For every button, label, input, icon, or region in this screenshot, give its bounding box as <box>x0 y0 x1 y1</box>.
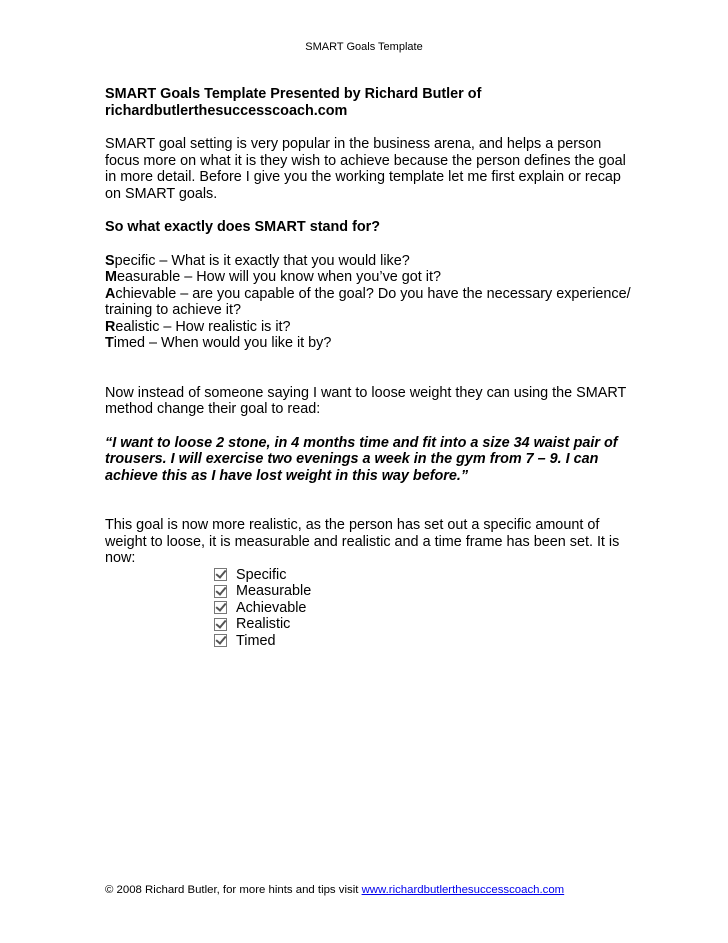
smart-initial: M <box>105 269 117 285</box>
smart-item-realistic <box>105 319 635 336</box>
smart-item-measurable <box>105 269 635 286</box>
checklist-label: Realistic <box>236 616 291 632</box>
document-body <box>105 86 635 649</box>
smart-definition: chievable – are you capable of the goal? Do you have the necessary experience/ training to achieve it? <box>105 285 631 318</box>
smart-item-timed <box>105 335 635 352</box>
smart-question-heading: So what exactly does SMART stand for? <box>105 219 381 235</box>
smart-initial: A <box>105 285 116 302</box>
footer-website-link[interactable]: www.richardbutlerthesuccesscoach.com <box>361 884 565 896</box>
document-title <box>105 86 635 119</box>
smart-definition: imed – When would you like it by? <box>113 335 332 351</box>
checklist-item <box>214 583 635 600</box>
checklist-item <box>214 600 635 617</box>
checklist-label: Achievable <box>236 599 307 616</box>
smart-definition: easurable – How will you know when you’ve got it? <box>117 269 441 285</box>
checked-box-icon <box>214 634 227 647</box>
smart-initial: T <box>105 335 114 351</box>
checked-box-icon <box>214 618 227 631</box>
checked-box-icon <box>214 601 227 614</box>
footer-text: © 2008 Richard Butler, for more hints and tips visit <box>105 884 362 896</box>
checklist-item <box>214 567 635 584</box>
page-footer <box>105 884 564 896</box>
title-line-2: richardbutlerthesuccesscoach.com <box>105 102 348 119</box>
smart-initial: S <box>105 252 115 269</box>
checklist-label: Timed <box>236 632 276 649</box>
title-line-1: SMART Goals Template Presented by Richard Butler of <box>105 86 482 102</box>
example-goal-quote: “I want to loose 2 stone, in 4 months time and fit into a size 34 waist pair of trousers. I will exercise two evenings a week in the gym from 7 – 9. I can achieve this as I have lost weight in this way before.” <box>105 434 618 484</box>
page-header: SMART Goals Template <box>305 41 423 53</box>
conclusion-paragraph: This goal is now more realistic, as the person has set out a specific amount of weight to loose, it is measurable and realistic and a time frame has been set. It is now: <box>105 517 620 566</box>
smart-initial: R <box>105 318 116 335</box>
checklist-label: Measurable <box>236 583 312 599</box>
intro-paragraph: SMART goal setting is very popular in the business arena, and helps a person focus more on what it is they wish to achieve because the person defines the goal in more detail. Before I give you the working template let me first explain or recap on SMART goals. <box>105 136 626 202</box>
checklist-label: Specific <box>236 566 287 583</box>
checked-box-icon <box>214 585 227 598</box>
smart-definition: ealistic – How realistic is it? <box>115 318 291 335</box>
checklist-item <box>214 633 635 650</box>
smart-definition-list <box>105 253 635 352</box>
example-intro-paragraph: Now instead of someone saying I want to loose weight they can using the SMART method change their goal to read: <box>105 384 627 417</box>
smart-item-specific <box>105 253 635 270</box>
checked-box-icon <box>214 568 227 581</box>
smart-checklist <box>105 567 635 650</box>
smart-item-achievable <box>105 286 635 319</box>
checklist-item <box>214 616 635 633</box>
smart-definition: pecific – What is it exactly that you would like? <box>114 252 410 269</box>
